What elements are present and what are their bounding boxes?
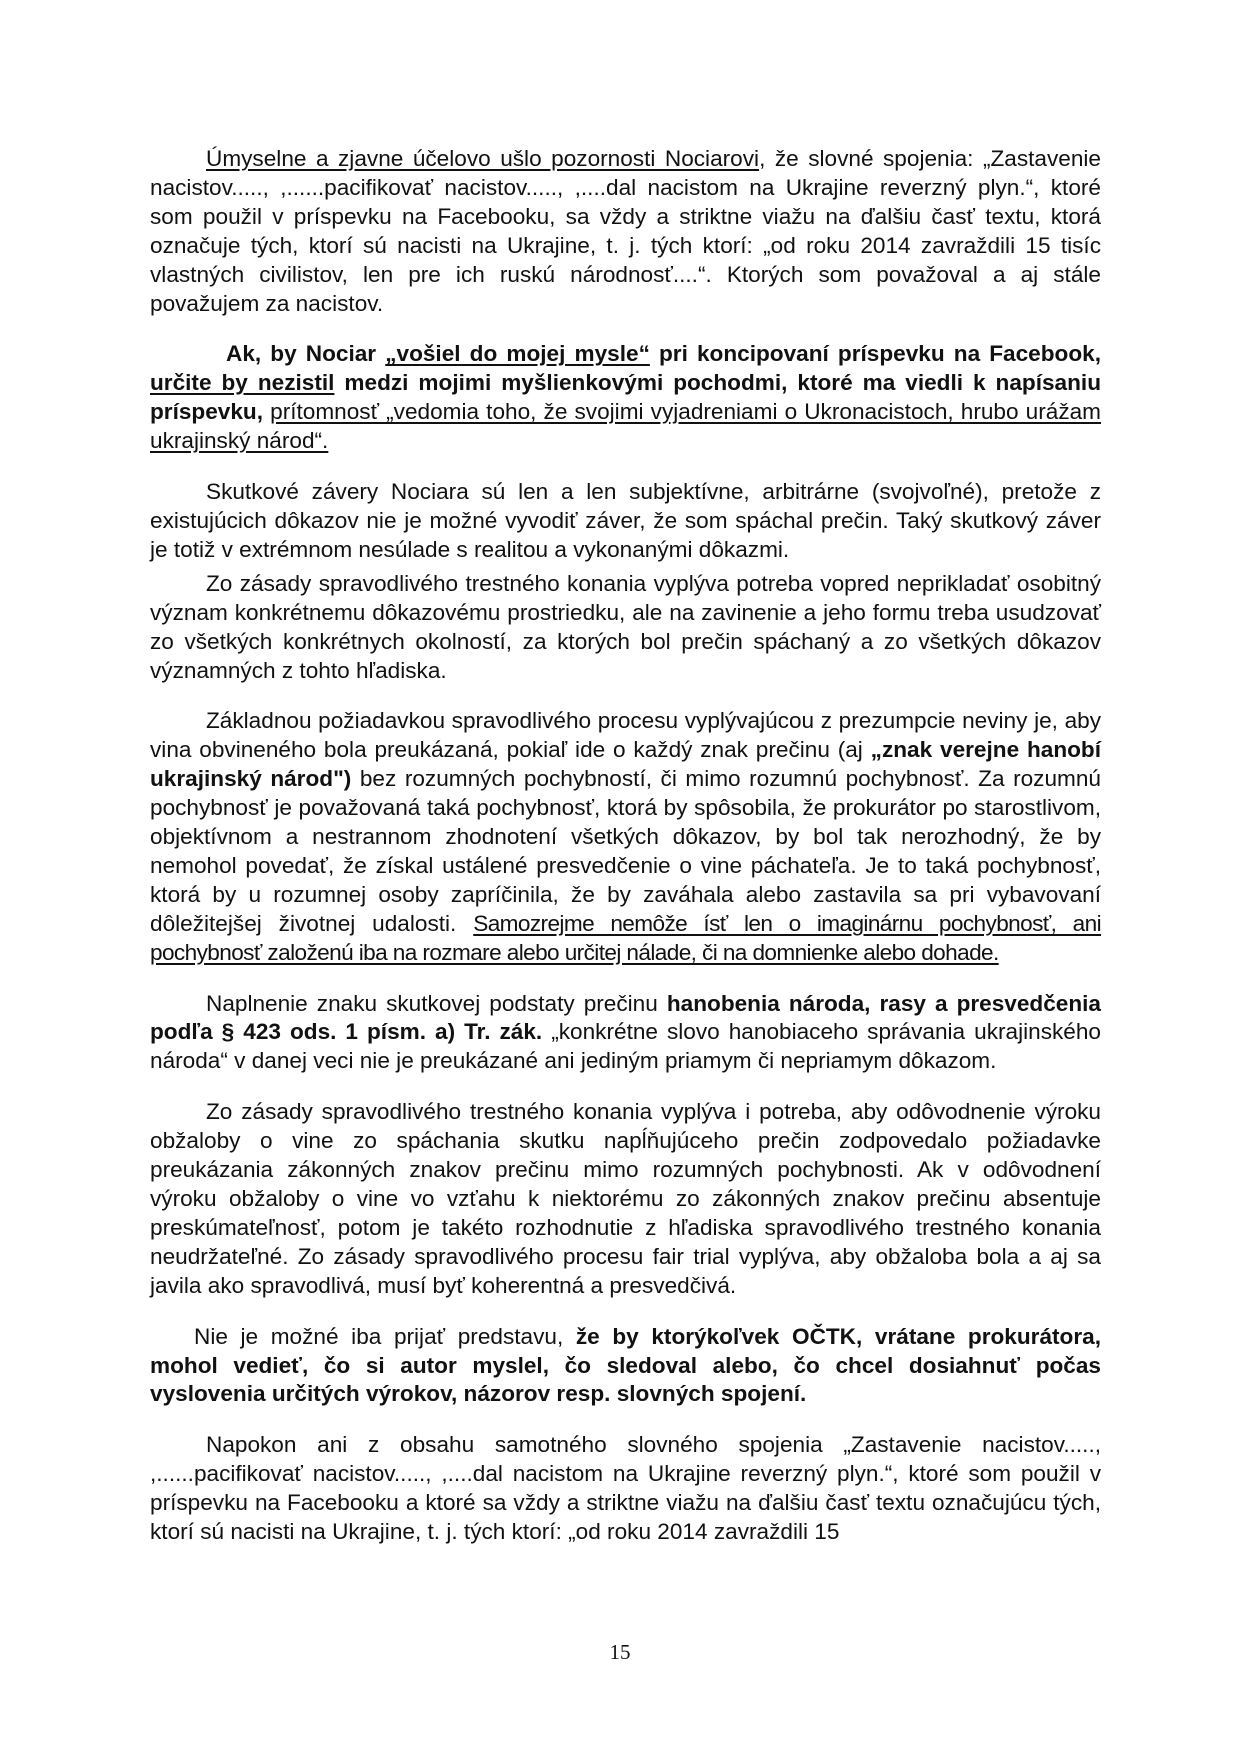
text-run: Napokon ani z obsahu samotného slovného spojenia „Zastavenie nacistov....., ,......pacifikovať nacistov....., ,....dal nacistom na Ukrajine reverzný plyn.“, ktoré som použil v príspevku na Facebooku a ktoré sa vždy a striktne viažu na ďalšiu časť textu označujúcu tých, ktorí sú nacisti na Ukrajine, t. j. tých ktorí: „od roku 2014 zavraždili 15: [150, 1432, 1101, 1545]
paragraph-8: [150, 1323, 1101, 1410]
underlined-phrase: „vošiel do mojej mysle“: [385, 341, 650, 367]
text-run: Základnou požiadavkou spravodlivého procesu vyplývajúcou z prezumpcie neviny je, aby vina obvineného bola preukázaná, pokiaľ ide o každý znak prečinu (aj: [150, 708, 1101, 763]
bold-phrase: „znak verejne hanobí ukrajinský národ"): [150, 737, 1102, 792]
text-run: Skutkové závery Nociara sú len a len subjektívne, arbitrárne (svojvoľné), pretože z existujúcich dôkazov nie je možné vyvodiť záver, že som spáchal prečin. Taký skutkový záver je totiž v extrémnom nesúlade s realitou a vykonanými dôkazmi.: [150, 479, 1101, 562]
paragraph-1: [150, 145, 1101, 318]
paragraph-9: [150, 1431, 1101, 1547]
paragraph-4: [150, 570, 1101, 686]
underlined-phrase: Úmyselne a zjavne účelovo ušlo pozornosti Nociarovi: [206, 146, 760, 171]
text-run: , že slovné spojenia: „Zastavenie nacistov....., ,......pacifikovať nacistov....., ,....dal nacistom na Ukrajine reverzný plyn.“, ktoré som použil v príspevku na Facebooku, sa vždy a striktne viažu na ďalšiu časť textu, ktorá označuje tých, ktorí sú nacisti na Ukrajine, t. j. tých ktorí: „od roku 2014 zavraždili 15 tisíc vlastných civilistov, len pre ich ruskú národnosť....“. Ktorých som považoval a aj stále považujem za nacistov.: [150, 146, 1101, 316]
text-run: pri koncipovaní príspevku na Facebook,: [649, 341, 1101, 367]
paragraph-6: [150, 990, 1101, 1077]
text-run: Zo zásady spravodlivého trestného konania vyplýva potreba vopred neprikladať osobitný význam konkrétnemu dôkazovému prostriedku, ale na zavinenie a jeho formu treba usudzovať zo všetkých konkrétnych okolností, za ktorých bol prečin spáchaný a zo všetkých dôkazov významných z tohto hľadiska.: [150, 570, 1101, 683]
text-run: „konkrétne slovo hanobiaceho správania ukrajinského národa“ v danej veci nie je preukázané ani jediným priamym či nepriamym dôkazom.: [150, 1019, 1101, 1074]
text-run: medzi mojimi myšlienkovými pochodmi, ktoré ma viedli k napísaniu príspevku,: [150, 370, 1101, 425]
underlined-phrase: prítomnosť „vedomia toho, že svojimi vyjadreniami o Ukronacistoch, hrubo urážam ukrajinský národ“.: [150, 399, 1101, 454]
paragraph-7: [150, 1098, 1101, 1300]
document-body: [150, 145, 1101, 1547]
text-run: Zo zásady spravodlivého trestného konania vyplýva i potreba, aby odôvodnenie výroku obžaloby o vine zo spáchania skutku napĺňujúceho prečin zodpovedalo požiadavke preukázania zákonných znakov prečinu mimo rozumných pochybnosti. Ak v odôvodnení výroku obžaloby o vine vo vzťahu k niektorému zo zákonných znakov prečinu absentuje preskúmateľnosť, potom je takéto rozhodnutie z hľadiska spravodlivého trestného konania neudržateľné. Zo zásady spravodlivého procesu fair trial vyplýva, aby obžaloba bola a aj sa javila ako spravodlivá, musí byť koherentná a presvedčivá.: [150, 1099, 1101, 1298]
text-run: Nie je možné iba prijať predstavu,: [194, 1323, 576, 1349]
page-number: 15: [609, 1640, 631, 1664]
text-run: Naplnenie znaku skutkovej podstaty prečinu: [206, 990, 667, 1016]
underlined-phrase: určite by nezistil: [150, 370, 335, 396]
bold-phrase: hanobenia národa, rasy a presvedčenia podľa § 423 ods. 1 písm. a) Tr. zák.: [150, 990, 1101, 1045]
text-run: Ak, by Nociar: [226, 341, 386, 367]
paragraph-5: [150, 707, 1101, 967]
paragraph-3: [150, 478, 1101, 565]
paragraph-2: [150, 340, 1101, 456]
underlined-phrase: Samozrejme nemôže ísť len o imaginárnu pochybnosť, ani pochybnosť založenú iba na rozmare alebo určitej nálade, či na domnienke alebo dohade.: [150, 910, 1101, 965]
bold-phrase: že by ktorýkoľvek OČTK, vrátane prokurátora, mohol vedieť, čo si autor myslel, čo sledoval alebo, čo chcel dosiahnuť počas vyslovenia určitých výrokov, názorov resp. slovných spojení.: [150, 1323, 1101, 1407]
text-run: bez rozumných pochybností, či mimo rozumnú pochybnosť. Za rozumnú pochybnosť je považovaná taká pochybnosť, ktorá by spôsobila, že prokurátor po starostlivom, objektívnom a nestrannom zhodnotení všetkých dôkazov, by bol tak nerozhodný, že by nemohol povedať, že získal ustálené presvedčenie o vine páchateľa. Je to taká pochybnosť, ktorá by u rozumnej osoby zapríčinila, že by zaváhala alebo zastavila sa pri vybavovaní dôležitejšej životnej udalosti.: [150, 766, 1101, 936]
